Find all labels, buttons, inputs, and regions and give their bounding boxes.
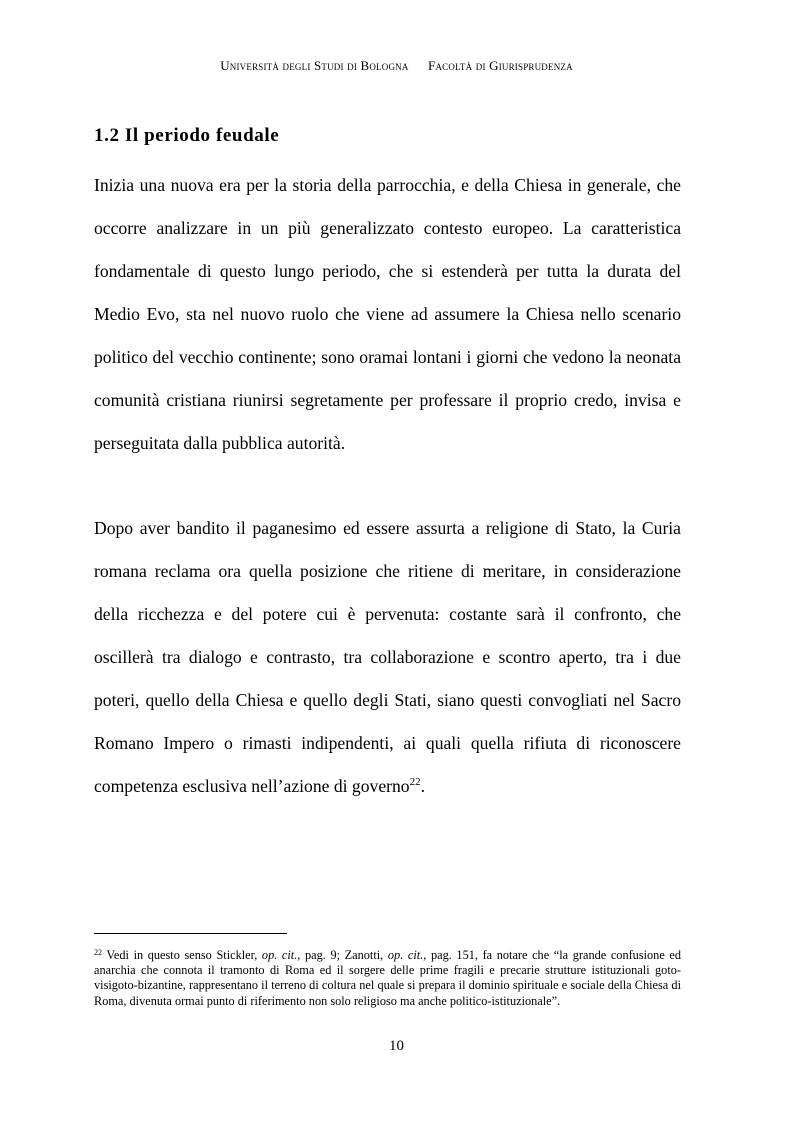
footnote-citation-2: op. cit. — [387, 948, 424, 962]
footnote-citation-1: op. cit. — [261, 948, 298, 962]
footnote-reference[interactable]: 22 — [409, 776, 421, 788]
footnote-separator — [94, 933, 287, 934]
header-university: Università degli Studi di Bologna — [220, 58, 409, 73]
footnote-text-3: , pag. 151, fa notare che “la grande confusione ed anarchia che connota il tramonto di Roma ed il sorgere delle prime fragili e precarie strutture istituzionali goto-visigoto-bizantine, rappresentano il terreno di coltura nel quale si prepara il dominio spirituale e sociale della Chiesa di Roma, divenuta ormai punto di riferimento non solo religioso ma anche politico-istituzionale”. — [94, 948, 682, 1008]
page-number: 10 — [389, 1038, 404, 1054]
running-header — [0, 58, 793, 74]
footnote-number: 22 — [94, 948, 102, 957]
footnote-text-2: , pag. 9; Zanotti, — [297, 948, 384, 962]
footnote — [94, 948, 681, 1009]
footnote-text-1: Vedi in questo senso Stickler, — [106, 948, 258, 962]
header-faculty: Facoltà di Giurisprudenza — [428, 58, 573, 73]
paragraph-2-end: . — [420, 776, 425, 796]
paragraph-1: Inizia una nuova era per la storia della parrocchia, e della Chiesa in generale, che occorre analizzare in un più generalizzato contesto europeo. La caratteristica fondamentale di questo lungo periodo, che si estenderà per tutta la durata del Medio Evo, sta nel nuovo ruolo che viene ad assumere la Chiesa nello scenario politico del vecchio continente; sono oramai lontani i giorni che vedono la neonata comunità cristiana riunirsi segretamente per professare il proprio credo, invisa e perseguitata dalla pubblica autorità. — [94, 175, 681, 453]
section-title: 1.2 Il periodo feudale — [94, 125, 280, 146]
paragraph-2-text: Dopo aver bandito il paganesimo ed essere assurta a religione di Stato, la Curia romana reclama ora quella posizione che ritiene di meritare, in considerazione della ricchezza e del potere cui è pervenuta: costante sarà il confronto, che oscillerà tra dialogo e contrasto, tra collaborazione e scontro aperto, tra i due poteri, quello della Chiesa e quello degli Stati, siano questi convogliati nel Sacro Romano Impero o rimasti indipendenti, ai quali quella rifiuta di riconoscere competenza esclusiva nell’azione di governo — [94, 518, 681, 796]
paragraph-2 — [94, 507, 681, 808]
